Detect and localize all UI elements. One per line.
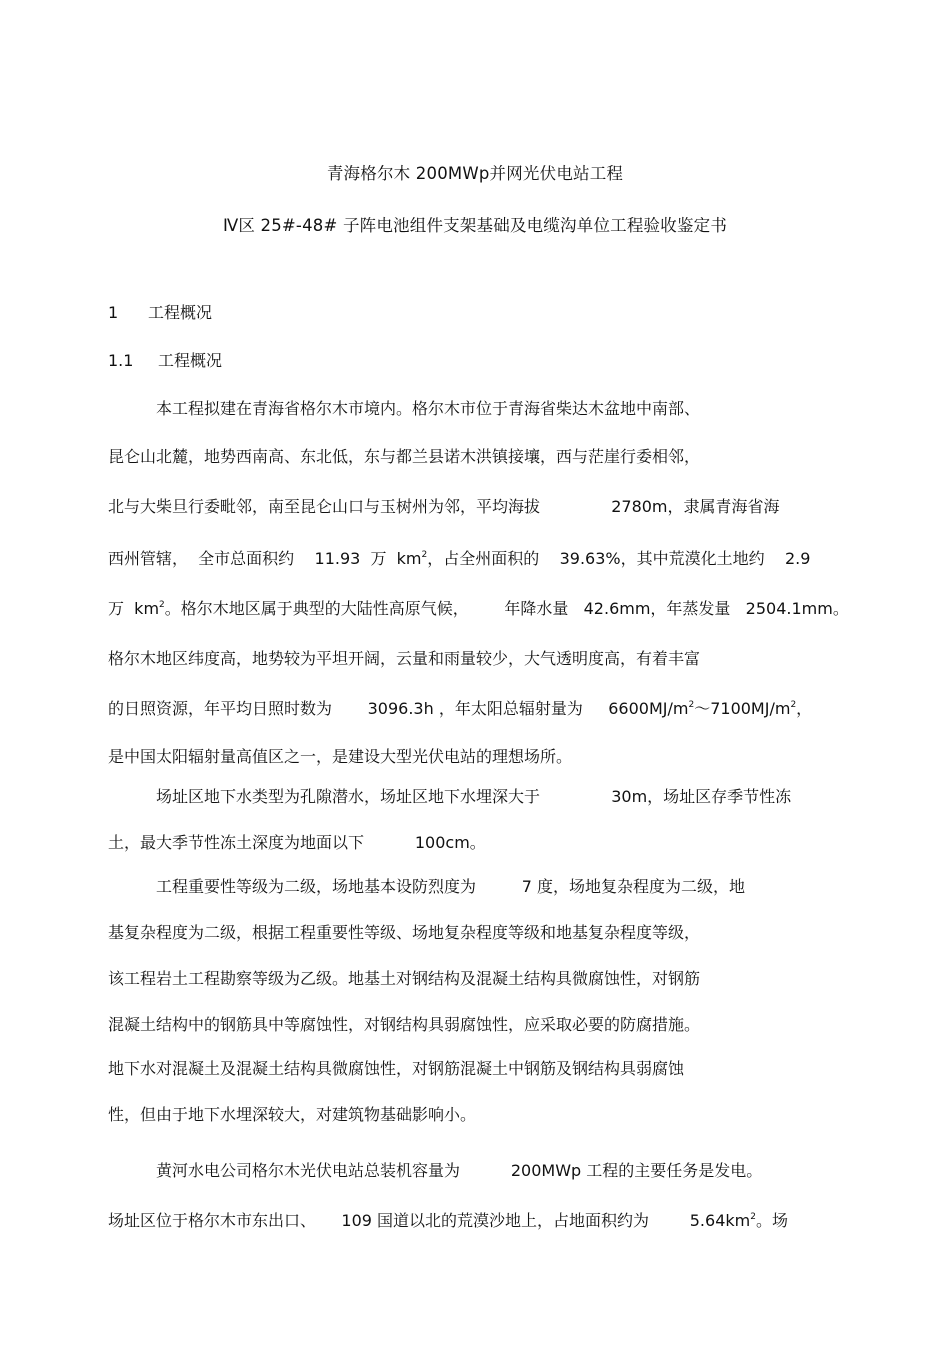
paragraph-line: [108, 548, 810, 570]
paragraph-line: [108, 1210, 788, 1232]
text-fragment: 的日照资源，年平均日照时数为 3096.3h ，年太阳总辐射量为 6600MJ/m: [108, 699, 689, 718]
superscript: 2: [688, 700, 695, 710]
paragraph-line: 场址区地下水类型为孔隙潜水，场址区地下水埋深大于 30m，场址区存季节性冻: [156, 787, 792, 806]
text-fragment: 。场: [755, 1211, 788, 1230]
section-title: 工程概况: [148, 303, 213, 322]
text-fragment: 万 km: [108, 599, 160, 618]
text-fragment: 西州管辖， 全市总面积约 11.93 万 km: [108, 549, 422, 568]
paragraph-line: 混凝土结构中的钢筋具中等腐蚀性，对钢结构具弱腐蚀性，应采取必要的防腐措施。: [108, 1015, 701, 1034]
section-heading-1: [108, 300, 212, 323]
paragraph-line: 本工程拟建在青海省格尔木市境内。格尔木市位于青海省柴达木盆地中南部、: [156, 399, 701, 418]
section-number: 1.1: [108, 351, 134, 370]
paragraph-line: 北与大柴旦行委毗邻，南至昆仑山口与玉树州为邻，平均海拔 2780m，隶属青海省海: [108, 497, 780, 516]
section-heading-1-1: [108, 348, 222, 371]
text-fragment: 。格尔木地区属于典型的大陆性高原气候， 年降水量 42.6mm，年蒸发量 2504.1mm。: [164, 599, 849, 618]
paragraph-line: 昆仑山北麓，地势西南高、东北低，东与都兰县诺木洪镇接壤，西与茫崖行委相邻，: [108, 447, 701, 466]
section-number: 1: [108, 303, 119, 322]
text-fragment: ，: [796, 699, 813, 718]
paragraph-line: [108, 698, 812, 720]
paragraph-line: 基复杂程度为二级，根据工程重要性等级、场地复杂程度等级和地基复杂程度等级，: [108, 923, 701, 942]
paragraph-line: 格尔木地区纬度高，地势较为平坦开阔，云量和雨量较少，大气透明度高，有着丰富: [108, 649, 701, 668]
paragraph-line: 该工程岩土工程勘察等级为乙级。地基土对钢结构及混凝土结构具微腐蚀性，对钢筋: [108, 969, 701, 988]
superscript: 2: [159, 600, 165, 610]
document-title-line1: 青海格尔木 200MWp并网光伏电站工程: [326, 164, 624, 183]
superscript: 2: [421, 550, 428, 560]
paragraph-line: 工程重要性等级为二级，场地基本设防烈度为 7 度，场地复杂程度为二级，地: [156, 877, 746, 896]
paragraph-line: 地下水对混凝土及混凝土结构具微腐蚀性，对钢筋混凝土中钢筋及钢结构具弱腐蚀: [108, 1059, 685, 1078]
paragraph-line: [108, 598, 849, 620]
paragraph-line: 是中国太阳辐射量高值区之一，是建设大型光伏电站的理想场所。: [108, 747, 573, 766]
superscript: 2: [790, 700, 797, 710]
paragraph-line: 性，但由于地下水埋深较大，对建筑物基础影响小。: [108, 1105, 477, 1124]
section-title: 工程概况: [158, 351, 223, 370]
paragraph-line: 黄河水电公司格尔木光伏电站总装机容量为 200MWp 工程的主要任务是发电。: [156, 1161, 763, 1180]
text-fragment: 场址区位于格尔木市东出口、 109 国道以北的荒漠沙地上，占地面积约为 5.64km: [108, 1211, 751, 1230]
document-title-line2: Ⅳ区 25#-48# 子阵电池组件支架基础及电缆沟单位工程验收鉴定书: [222, 216, 728, 235]
superscript: 2: [750, 1212, 756, 1222]
text-fragment: ～7100MJ/m: [694, 699, 791, 718]
paragraph-line: 土，最大季节性冻土深度为地面以下 100cm。: [108, 833, 486, 852]
text-fragment: ，占全州面积的 39.63%，其中荒漠化土地约 2.9: [427, 549, 811, 568]
